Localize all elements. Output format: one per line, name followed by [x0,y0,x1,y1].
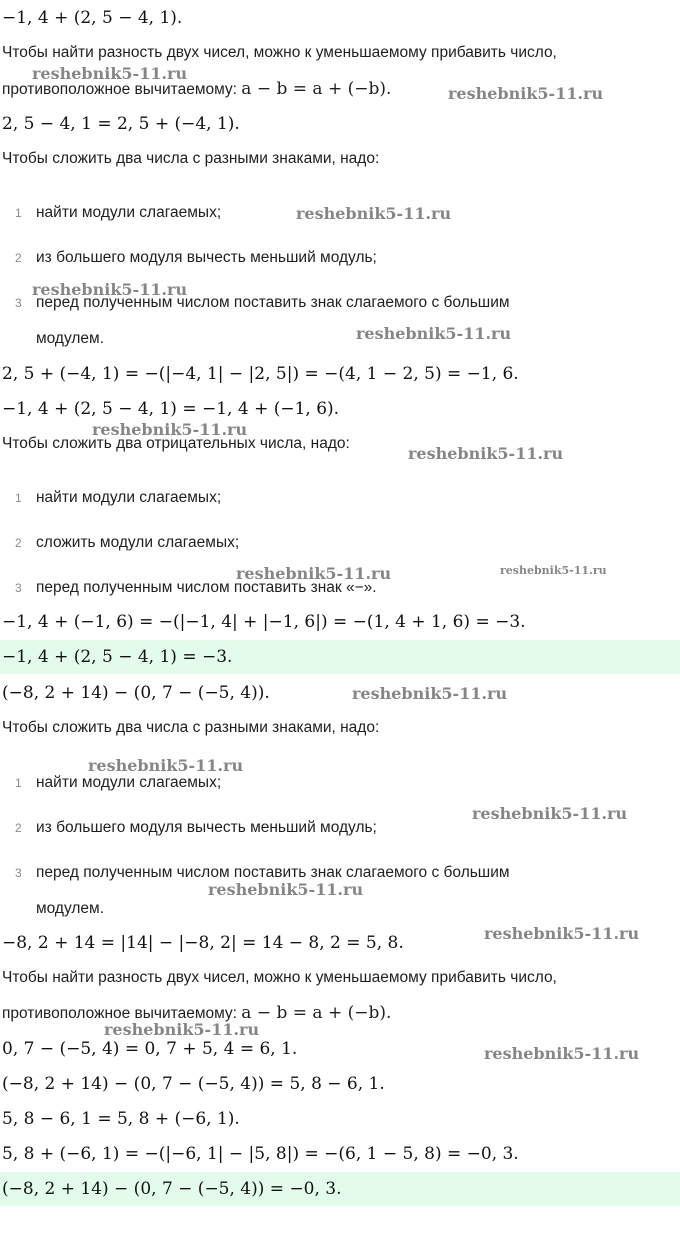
watermark: reshebnik5-11.ru [484,924,640,943]
inline-formula: a − b = a + (−b). [241,1003,392,1023]
result-highlight: (−8, 2 + 14) − (0, 7 − (−5, 4)) = −0, 3. [0,1172,680,1206]
math-line: 0, 7 − (−5, 4) = 0, 7 + 5, 4 = 6, 1. [2,1039,298,1059]
text-segment: противоположное вычитаемому: [2,1005,242,1022]
result-highlight: −1, 4 + (2, 5 − 4, 1) = −3. [0,640,680,674]
math-line: 2, 5 − 4, 1 = 2, 5 + (−4, 1). [2,114,240,134]
math-line: −1, 4 + (−1, 6) = −(|−1, 4| + |−1, 6|) = −(1, 4 + 1, 6) = −3. [2,612,526,632]
list-text: из большего модуля вычесть меньший модуль; [36,249,377,266]
math-line: −8, 2 + 14 = |14| − |−8, 2| = 14 − 8, 2 = 5, 8. [2,933,404,953]
list-text: найти модули слагаемых; [36,774,222,791]
watermark: reshebnik5-11.ru [104,1020,260,1039]
watermark: reshebnik5-11.ru [32,64,188,83]
math-line: −1, 4 + (2, 5 − 4, 1). [2,8,183,28]
watermark: reshebnik5-11.ru [208,880,364,899]
math-line: 5, 8 − 6, 1 = 5, 8 + (−6, 1). [2,1109,240,1129]
list-text: модулем. [36,330,105,347]
inline-formula: a − b = a + (−b). [241,79,392,99]
watermark: reshebnik5-11.ru [500,564,607,577]
math-line: (−8, 2 + 14) − (0, 7 − (−5, 4)). [2,683,270,703]
watermark: reshebnik5-11.ru [236,564,392,583]
math-line: 2, 5 + (−4, 1) = −(|−4, 1| − |2, 5|) = −(4, 1 − 2, 5) = −1, 6. [2,364,519,384]
list-text: найти модули слагаемых; [36,204,222,221]
list-number: 2 [15,536,22,550]
text-line: Чтобы сложить два числа с разными знаками, надо: [2,150,380,167]
list-text: перед полученным числом поставить знак слагаемого с большим [36,864,510,881]
list-text: из большего модуля вычесть меньший модуль; [36,819,377,836]
list-number: 2 [15,251,22,265]
text-line: Чтобы сложить два отрицательных числа, надо: [2,435,350,452]
watermark: reshebnik5-11.ru [484,1044,640,1063]
list-number: 1 [15,491,22,505]
math-line: 5, 8 + (−6, 1) = −(|−6, 1| − |5, 8|) = −(6, 1 − 5, 8) = −0, 3. [2,1144,519,1164]
list-number: 2 [15,821,22,835]
watermark: reshebnik5-11.ru [356,324,512,343]
list-number: 1 [15,206,22,220]
list-number: 3 [15,866,22,880]
text-segment: противоположное вычитаемому: [2,81,242,98]
list-text: модулем. [36,900,105,917]
list-text: перед полученным числом поставить знак слагаемого с большим [36,294,510,311]
watermark: reshebnik5-11.ru [408,444,564,463]
list-number: 3 [15,581,22,595]
text-line: Чтобы найти разность двух чисел, можно к уменьшаемому прибавить число, [2,44,557,61]
watermark: reshebnik5-11.ru [352,684,508,703]
list-number: 3 [15,296,22,310]
list-number: 1 [15,776,22,790]
math-line: (−8, 2 + 14) − (0, 7 − (−5, 4)) = 5, 8 − 6, 1. [2,1074,385,1094]
watermark: reshebnik5-11.ru [92,420,248,439]
text-line: Чтобы найти разность двух чисел, можно к уменьшаемому прибавить число, [2,969,557,986]
list-text: найти модули слагаемых; [36,489,222,506]
math-line: −1, 4 + (2, 5 − 4, 1) = −1, 4 + (−1, 6). [2,399,340,419]
watermark: reshebnik5-11.ru [296,204,452,223]
text-line: Чтобы сложить два числа с разными знаками, надо: [2,719,380,736]
watermark: reshebnik5-11.ru [88,756,244,775]
watermark: reshebnik5-11.ru [472,804,628,823]
watermark: reshebnik5-11.ru [448,84,604,103]
list-text: сложить модули слагаемых; [36,534,240,551]
list-text: перед полученным числом поставить знак «−». [36,579,377,596]
watermark: reshebnik5-11.ru [32,280,188,299]
